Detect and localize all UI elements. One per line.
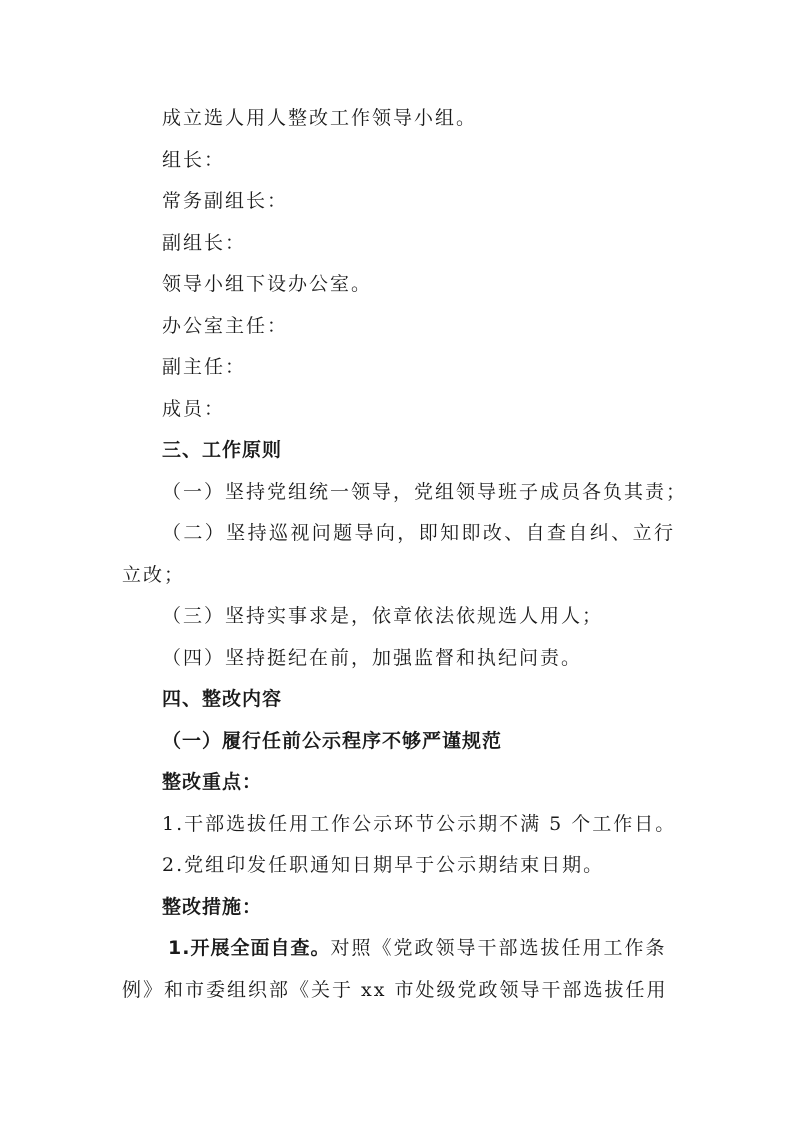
paragraph-line: 2.党组印发任职通知日期早于公示期结束日期。 (162, 854, 605, 876)
paragraph-line: 领导小组下设办公室。 (162, 273, 373, 295)
paragraph-line: 1.干部选拔任用工作公示环节公示期不满 5 个工作日。 (162, 813, 677, 835)
paragraph-line: 副主任： (162, 356, 247, 378)
paragraph-line: （一）坚持党组统一领导，党组领导班子成员各负其责； (162, 481, 688, 503)
label-heading: 整改重点： (162, 771, 263, 793)
paragraph-line: （三）坚持实事求是，依章依法依规选人用人； (162, 605, 604, 627)
label-heading: 整改措施： (162, 896, 263, 918)
paragraph-line: 副组长： (162, 232, 247, 254)
paragraph-line: 组长： (162, 149, 226, 171)
paragraph-line (122, 933, 675, 963)
bold-lead: 1.开展全面自查。 (168, 937, 331, 959)
paragraph-line: 常务副组长： (162, 190, 289, 212)
paragraph-line: （四）坚持挺纪在前，加强监督和执纪问责。 (162, 647, 583, 669)
paragraph-line: 成员： (162, 398, 226, 420)
paragraph-line: （二）坚持巡视问题导向，即知即改、自查自纠、立行 (162, 522, 675, 544)
paragraph-line: 办公室主任： (162, 315, 289, 337)
paragraph-line: 成立选人用人整改工作领导小组。 (162, 107, 478, 129)
paragraph-line: 例》和市委组织部《关于 xx 市处级党政领导干部选拔任用 (122, 979, 668, 1001)
section-heading: 四、整改内容 (162, 688, 283, 710)
subsection-heading: （一）履行任前公示程序不够严谨规范 (162, 730, 503, 752)
paragraph-text: 对照《党政领导干部选拔任用工作条 (330, 937, 667, 959)
paragraph-line: 立改； (122, 564, 186, 586)
section-heading: 三、工作原则 (162, 439, 283, 461)
